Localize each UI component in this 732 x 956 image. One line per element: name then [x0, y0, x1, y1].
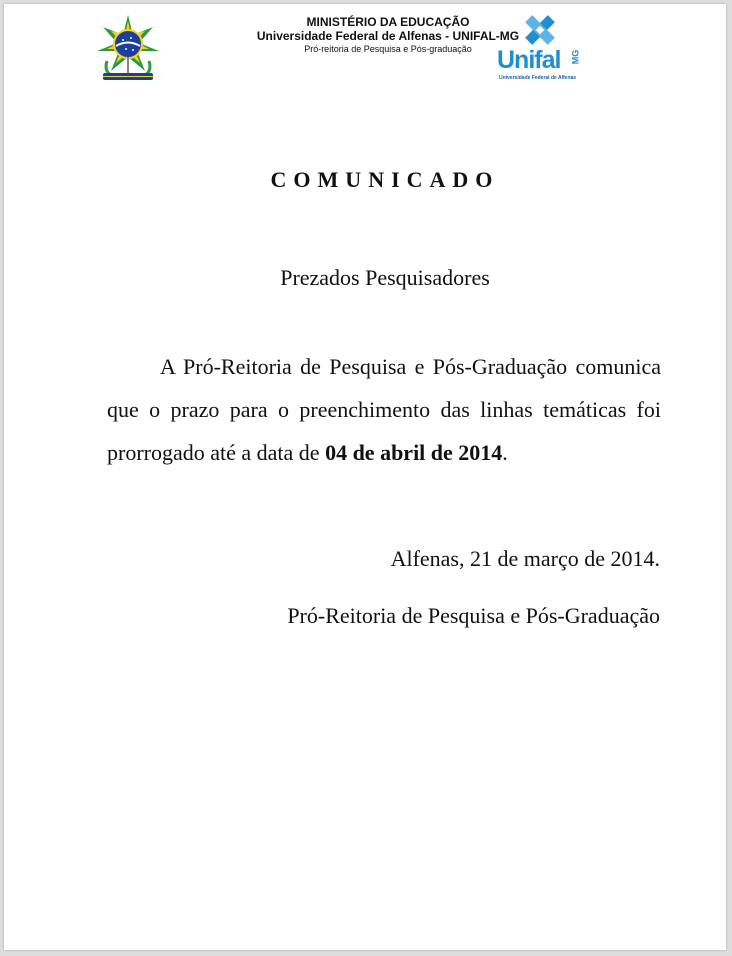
university-name: Universidade Federal de Alfenas - UNIFAL-MG [256, 29, 520, 43]
document-title: COMUNICADO [270, 167, 500, 192]
deadline-date: 04 de abril de 2014 [325, 440, 503, 465]
place-and-date: Alfenas, 21 de março de 2014. [390, 546, 660, 571]
department-name: Pró-reitoria de Pesquisa e Pós-graduação [304, 44, 472, 54]
unifal-subtitle: Universidade Federal de Alfenas [499, 75, 577, 81]
body-text: A Pró-Reitoria de Pesquisa e Pós-Graduação comunica que o prazo para o preenchimento das linhas temáticas foi prorrogado até a data de [107, 354, 661, 465]
signature-line: Pró-Reitoria de Pesquisa e Pós-Graduação [287, 603, 660, 628]
salutation: Prezados Pesquisadores [280, 265, 490, 290]
brazil-coat-of-arms-icon [95, 13, 161, 83]
body-text-end: . [502, 440, 508, 465]
unifal-mg-mark: MG [570, 49, 581, 65]
body-paragraph [107, 345, 661, 474]
ministry-name: MINISTÉRIO DA EDUCAÇÃO [306, 15, 470, 29]
document-page [4, 4, 726, 950]
unifal-logo-icon [494, 12, 586, 86]
unifal-wordmark: Unifal [497, 46, 561, 74]
